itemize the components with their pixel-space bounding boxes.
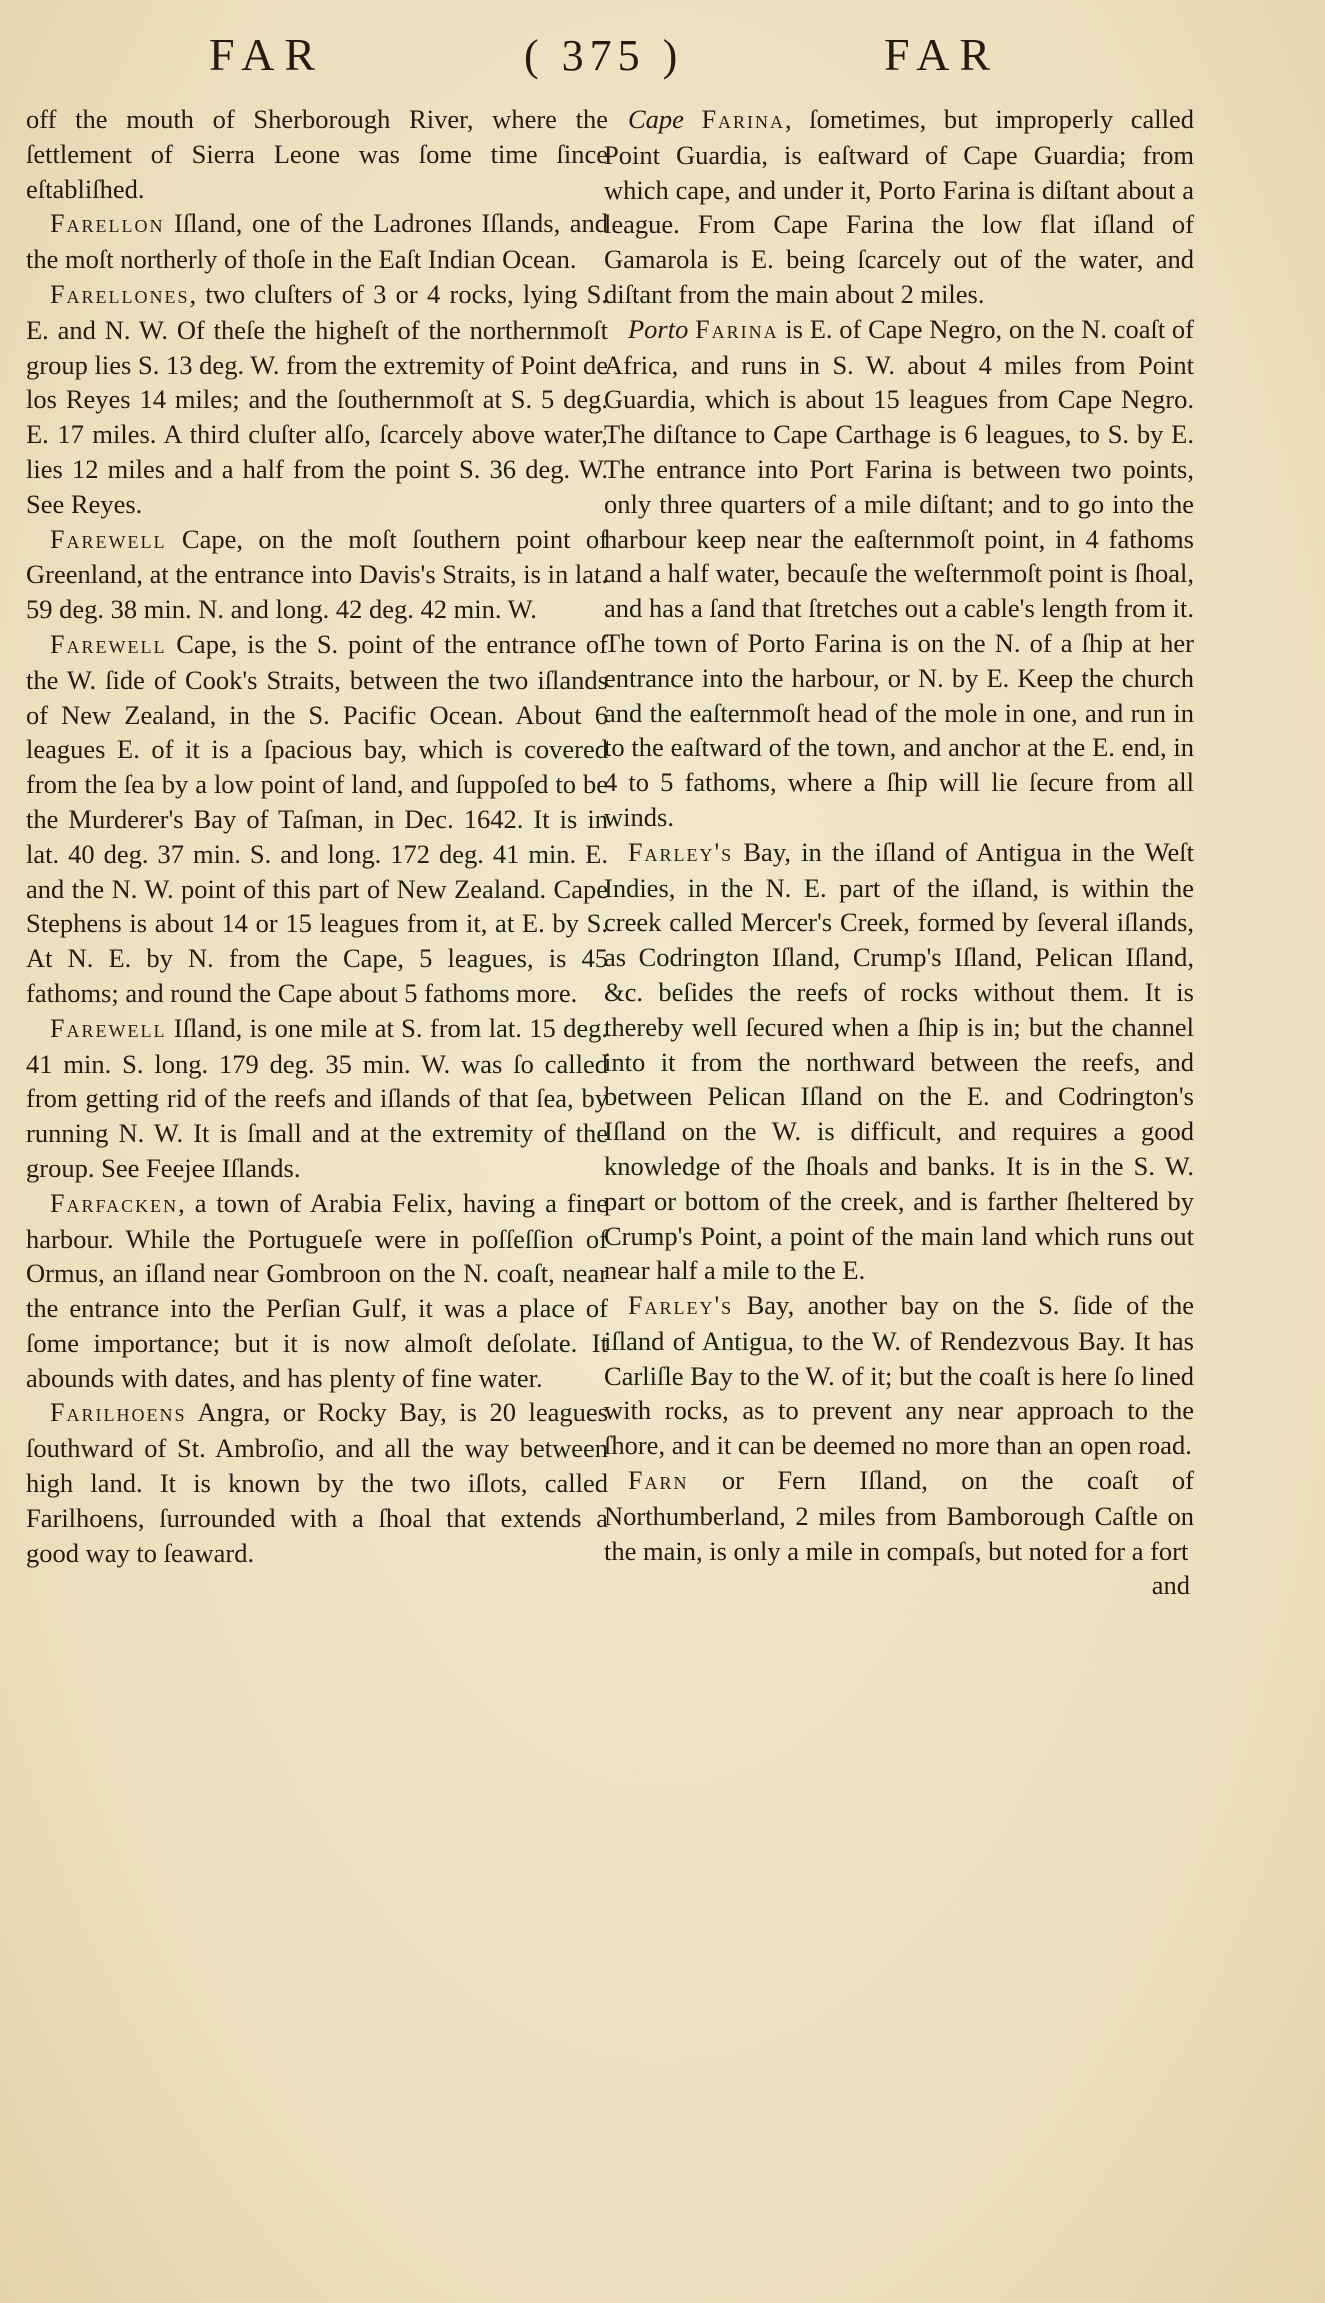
dictionary-entry — [26, 1186, 608, 1396]
entry-headword: Farley's — [628, 837, 734, 867]
dictionary-entry — [604, 1463, 1194, 1568]
entry-text: off the mouth of Sherborough River, where the ſettlement of Sierra Leone was ſome time ſince eſtabliſhed. — [26, 104, 608, 204]
entry-prefix: Porto — [628, 313, 696, 344]
running-header — [24, 28, 1304, 98]
dictionary-entry — [26, 102, 608, 206]
entry-headword: Farfacken — [50, 1188, 179, 1218]
entry-text: or Fern Iſland, on the coaſt of Northumberland, 2 miles from Bamborough Caſtle on the main, is only a mile in compaſs, but noted for a fort — [604, 1465, 1194, 1566]
entry-headword: Farina — [695, 314, 779, 344]
entry-headword: Farellon — [50, 209, 165, 239]
entry-text: is E. of Cape Negro, on the N. coaſt of Africa, and runs in S. W. about 4 miles from Point Guardia, which is about 15 leagues from Cape Negro. The diſtance to Cape Carthage is 6 leagues, to S. by E. The entrance into Port Farina is between two points, only three quarters of a mile diſtant; and to go into the harbour keep near the eaſternmoſt point, in 4 fathoms and a half water, becauſe the weſternmoſt point is ſhoal, and has a ſand that ſtretches out a cable's length from it. The town of Porto Farina is on the N. of a ſhip at her entrance into the harbour, or N. by E. Keep the church and the eaſternmoſt head of the mole in one, and run in to the eaſtward of the town, and anchor at the E. end, in 4 to 5 fathoms, where a ſhip will lie ſecure from all winds. — [604, 313, 1194, 832]
entry-headword: Farellones — [50, 279, 190, 309]
dictionary-entry — [604, 312, 1194, 835]
entry-text: Bay, in the iſland of Antigua in the Weſt Indies, in the N. E. part of the iſland, is within the creek called Mercer's Creek, formed by ſeveral iſlands, as Codrington Iſland, Crump's Iſland, Pelican Iſland, &c. beſides the reefs of rocks without them. It is thereby well ſecured when a ſhip is in; but the channel into it from the northward between the reefs, and between Pelican Iſland on the E. and Codrington's Iſland on the W. is difficult, and requires a good knowledge of the ſhoals and banks. It is in the S. W. part or bottom of the creek, and is farther ſheltered by Crump's Point, a point of the main land which runs out near half a mile to the E. — [604, 836, 1194, 1286]
header-right-word: FAR — [884, 29, 1001, 80]
catchword: and — [1151, 1570, 1190, 1601]
entry-prefix: Cape — [628, 104, 702, 134]
dictionary-entry — [26, 522, 608, 627]
entry-text: Cape, on the moſt ſouthern point of Greenland, at the entrance into Davis's Straits, is in lat. 59 deg. 38 min. N. and long. 42 deg. 42 min. W. — [26, 523, 608, 625]
dictionary-entry — [26, 627, 608, 1011]
dictionary-entry — [26, 277, 608, 522]
entry-text: Bay, another bay on the S. ſide of the iſland of Antigua, to the W. of Rendezvous Bay. It has Carliſle Bay to the W. of it; but the coaſt is here ſo lined with rocks, as to prevent any near approach to the ſhore, and it can be deemed no more than an open road. — [604, 1290, 1194, 1461]
header-left-word: FAR — [209, 29, 326, 80]
entry-text: , ſometimes, but improperly called Point Guardia, is eaſtward of Cape Guardia; from which cape, and under it, Porto Farina is diſtant about a league. From Cape Farina the low flat iſland of Gamarola is E. being ſcarcely out of the water, and diſtant from the main about 2 miles. — [604, 104, 1195, 309]
right-column — [604, 102, 1194, 1603]
entry-text: Angra, or Rocky Bay, is 20 leagues ſouthward of St. Ambroſio, and all the way between high land. It is known by the two iſlots, called Farilhoens, ſurrounded with a ſhoal that extends a good way to ſeaward. — [26, 1397, 608, 1568]
dictionary-entry — [26, 1395, 608, 1570]
entry-text: Iſland, is one mile at S. from lat. 15 deg. 41 min. S. long. 179 deg. 35 min. W. was ſo called from getting rid of the reefs and iſlands of that ſea, by running N. W. It is ſmall and at the extremity of the group. See Feejee Iſlands. — [26, 1012, 608, 1183]
dictionary-entry — [604, 1288, 1194, 1463]
entry-headword: Farewell — [50, 1013, 167, 1043]
dictionary-entry — [26, 1011, 608, 1186]
entry-text: , two cluſters of 3 or 4 rocks, lying S. E. and N. W. Of theſe the higheſt of the northernmoſt group lies S. 13 deg. W. from the extremity of Point de los Reyes 14 miles; and the ſouthernmoſt at S. 5 deg. E. 17 miles. A third cluſter alſo, ſcarcely above water, lies 12 miles and a half from the point S. 36 deg. W. See Reyes. — [26, 278, 608, 519]
dictionary-entry — [604, 835, 1194, 1288]
left-column — [26, 102, 608, 1570]
dictionary-entry — [604, 102, 1194, 312]
entry-headword: Farilhoens — [50, 1398, 187, 1428]
entry-headword: Farina — [701, 105, 786, 134]
entry-headword: Farewell — [50, 629, 167, 659]
entry-headword: Farewell — [50, 524, 167, 554]
page-number: ( 375 ) — [524, 31, 684, 80]
entry-text: , a town of Arabia Felix, having a fine harbour. While the Portugueſe were in poſſeſſion of Ormus, an iſland near Gombroon on the N. coaſt, near the entrance into the Perſian Gulf, it was a place of ſome importance; but it is now almoſt deſolate. It abounds with dates, and has plenty of fine water. — [26, 1187, 608, 1393]
entry-text: Iſland, one of the Ladrones Iſlands, and the moſt northerly of thoſe in the Eaſt Indian Ocean. — [26, 208, 608, 275]
entry-headword: Farley's — [628, 1291, 734, 1321]
entry-headword: Farn — [628, 1466, 689, 1496]
dictionary-entry — [26, 206, 608, 277]
entry-text: Cape, is the S. point of the entrance of the W. ſide of Cook's Straits, between the two iſlands of New Zealand, in the S. Pacific Ocean. About 6 leagues E. of it is a ſpacious bay, which is covered from the ſea by a low point of land, and ſuppoſed to be the Murderer's Bay of Taſman, in Dec. 1642. It is in lat. 40 deg. 37 min. S. and long. 172 deg. 41 min. E. and the N. W. point of this part of New Zealand. Cape Stephens is about 14 or 15 leagues from it, at E. by S. At N. E. by N. from the Cape, 5 leagues, is 45 fathoms; and round the Cape about 5 fathoms more. — [26, 628, 608, 1008]
